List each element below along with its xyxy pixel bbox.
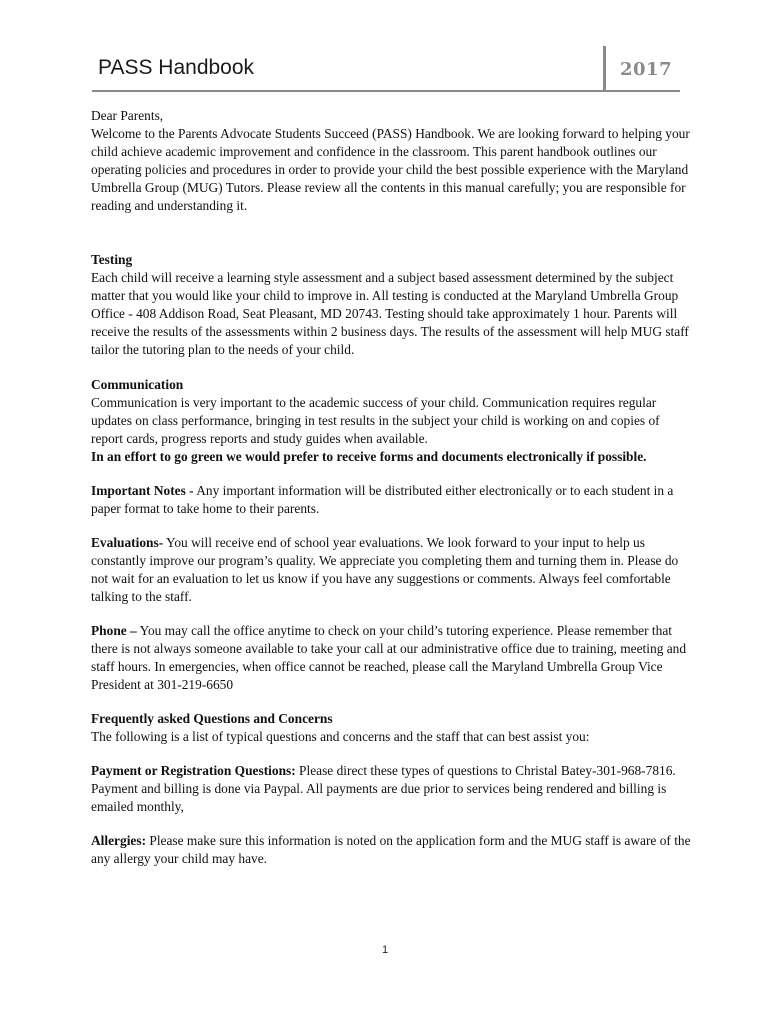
green-note: In an effort to go green we would prefer to receive forms and documents electronically if possible. xyxy=(91,449,647,464)
communication-heading: Communication xyxy=(91,377,184,392)
faq-heading: Frequently asked Questions and Concerns xyxy=(91,711,333,726)
header-year: 2017 xyxy=(620,59,673,80)
page-header xyxy=(92,44,680,92)
important-notes-paragraph: Important Notes - Any important information will be distributed either electronically or to each student in a paper format to take home to their parents. xyxy=(91,483,674,516)
testing-paragraph: Each child will receive a learning style assessment and a subject based assessment determined by the subject matter that you would like your child to improve in. All testing is conducted at the Maryland Umbrella Group Office - 408 Addison Road, Seat Pleasant, MD 20743. Testing should take approximately 1 hour. Parents will receive the results of the assessments within 2 business days. The results of the assessment will help MUG staff tailor the tutoring plan to the needs of your child. xyxy=(91,270,689,357)
phone-label: Phone – xyxy=(91,623,137,638)
phone-paragraph: Phone – You may call the office anytime to check on your child’s tutoring experience. Please remember that there is not always someone available to take your call at our administrative office due to training, meeting and staff hours. In emergencies, when office cannot be reached, please call the Maryland Umbrella Group Vice President at 301-219-6650 xyxy=(91,623,687,692)
page-number: 1 xyxy=(381,944,389,956)
communication-paragraph: Communication is very important to the academic success of your child. Communication requires regular updates on class performance, bringing in test results in the subject your child is working on and copies of report cards, progress reports and study guides when available. xyxy=(91,395,660,446)
allergies-paragraph: Allergies: Please make sure this information is noted on the application form and the MUG staff is aware of the any allergy your child may have. xyxy=(91,833,691,866)
intro-paragraph: Welcome to the Parents Advocate Students Succeed (PASS) Handbook. We are looking forward to helping your child achieve academic improvement and confidence in the classroom. This parent handbook outlines our operating policies and procedures in order to provide your child the best possible experience with the Maryland Umbrella Group (MUG) Tutors. Please review all the contents in this manual carefully; you are responsible for reading and understanding it. xyxy=(91,126,690,213)
document-body xyxy=(91,107,691,868)
faq-paragraph: The following is a list of typical questions and concerns and the staff that can best assist you: xyxy=(91,729,590,744)
evaluations-label: Evaluations- xyxy=(91,535,164,550)
important-notes-label: Important Notes - xyxy=(91,483,194,498)
salutation: Dear Parents, xyxy=(91,108,164,123)
header-title: PASS Handbook xyxy=(98,56,255,79)
testing-heading: Testing xyxy=(91,252,133,267)
payment-label: Payment or Registration Questions: xyxy=(91,763,296,778)
allergies-label: Allergies: xyxy=(91,833,147,848)
payment-paragraph: Payment or Registration Questions: Please direct these types of questions to Christal Batey-301-968-7816. Payment and billing is done via Paypal. All payments are due prior to services being rendered and billing is emailed monthly, xyxy=(91,763,676,814)
header-divider xyxy=(603,46,606,90)
evaluations-paragraph: Evaluations- You will receive end of school year evaluations. We look forward to your input to help us constantly improve our program’s quality. We appreciate you completing them and turning them in. Please do not wait for an evaluation to let us know if you have any suggestions or comments. Always feel comfortable talking to the staff. xyxy=(91,535,679,604)
